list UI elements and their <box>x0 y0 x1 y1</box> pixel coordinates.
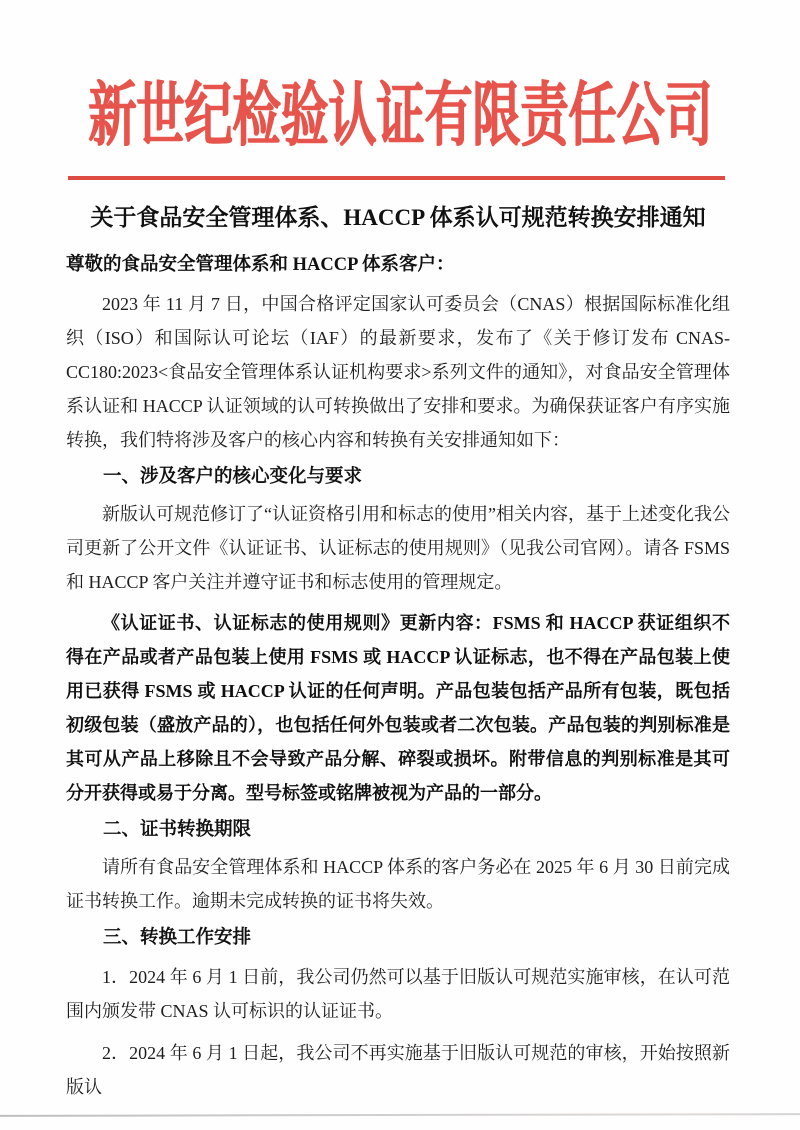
section-1-rules-update-paragraph: 《认证证书、认证标志的使用规则》更新内容：FSMS 和 HACCP 获证组织不得在产品或者产品包装上使用 FSMS 或 HACCP 认证标志，也不得在产品包装上使用已获得 FSMS 或 HACCP 认证的任何声明。产品包装包括产品所有包装，既包括初级包装（盛放产品的），也包括任何外包装或者二次包装。产品包装的判别标准是其可从产品上移除且不会导致产品分解、碎裂或损坏。附带信息的判别标准是其可分开获得或易于分离。型号标签或铭牌被视为产品的一部分。 <box>66 613 730 803</box>
section-2-heading: 二、证书转换期限 <box>103 820 252 840</box>
intro-paragraph: 2023 年 11 月 7 日，中国合格评定国家认可委员会（CNAS）根据国际标准化组织（ISO）和国际认可论坛（IAF）的最新要求，发布了《关于修订发布 CNAS-CC180:2023<食品安全管理体系认证机构要求>系列文件的通知》，对食品安全管理体系认证和 HACCP 认证领域的认可转换做出了安排和要求。为确保获证客户有序实施转换，我们特将涉及客户的核心内容和转换有关安排通知如下： <box>66 294 730 450</box>
section-1-paragraph: 新版认可规范修订了“认证资格引用和标志的使用”相关内容，基于上述变化我公司更新了公开文件《认证证书、认证标志的使用规则》（见我公司官网）。请各 FSMS 和 HACCP 客户关注并遵守证书和标志使用的管理规定。 <box>66 504 730 592</box>
section-3-item-1: 1．2024 年 6 月 1 日前，我公司仍然可以基于旧版认可规范实施审核，在认可范围内颁发带 CNAS 认可标识的认证证书。 <box>66 967 730 1021</box>
section-3-item-2: 2．2024 年 6 月 1 日起，我公司不再实施基于旧版认可规范的审核，开始按照新版认 <box>66 1043 730 1097</box>
company-letterhead: 新世纪检验认证有限责任公司 <box>87 77 712 155</box>
section-2-paragraph: 请所有食品安全管理体系和 HACCP 体系的客户务必在 2025 年 6 月 30 日前完成证书转换工作。逾期未完成转换的证书将失效。 <box>66 857 730 911</box>
section-1-heading: 一、涉及客户的核心变化与要求 <box>103 467 363 487</box>
document-body <box>66 200 730 1104</box>
letterhead-rule <box>68 176 725 180</box>
section-3-heading: 三、转换工作安排 <box>103 928 252 948</box>
document-title: 关于食品安全管理体系、HACCP 体系认可规范转换安排通知 <box>90 205 706 230</box>
salutation-line: 尊敬的食品安全管理体系和 HACCP 体系客户： <box>66 255 455 275</box>
page-edge-shadow <box>0 1113 800 1117</box>
